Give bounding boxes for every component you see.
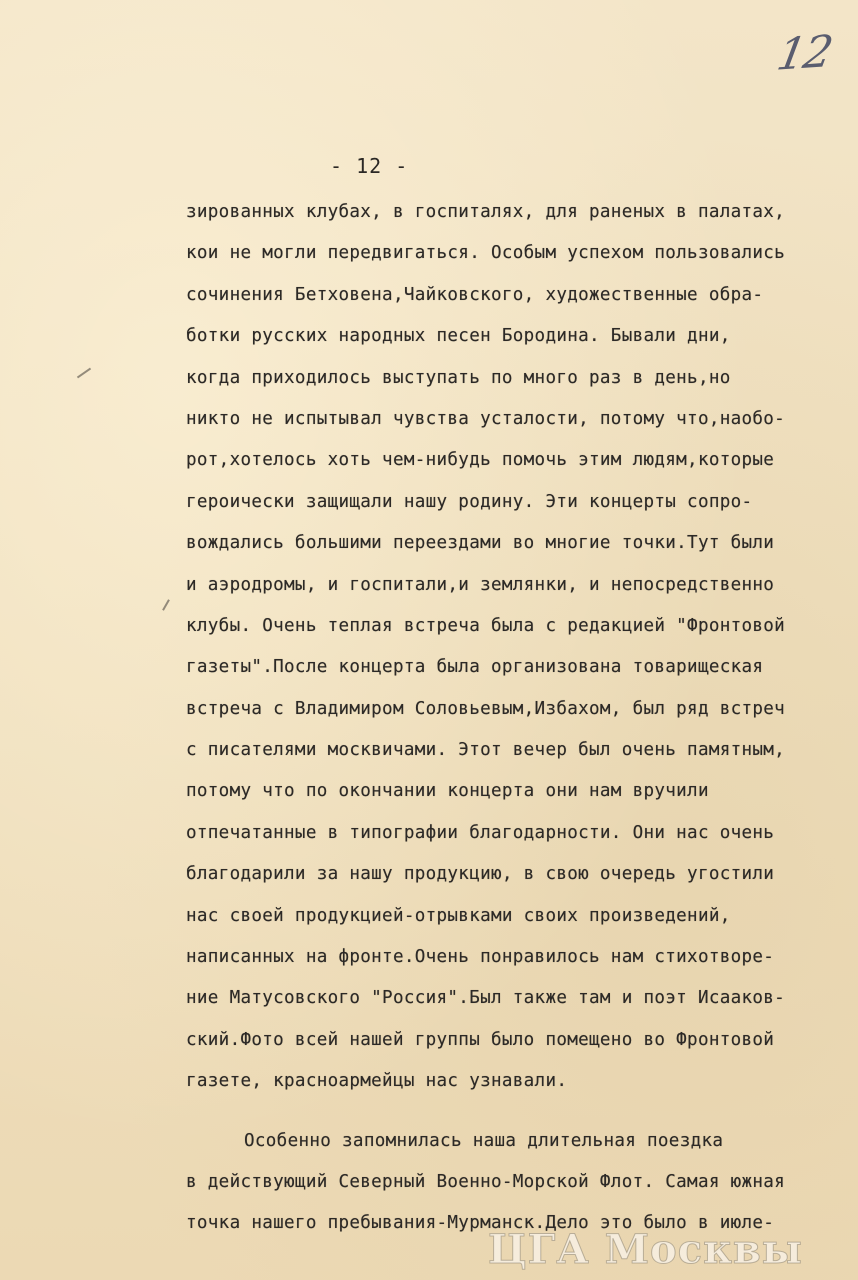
text-line: встреча с Владимиром Соловьевым,Избахом, был ряд встреч <box>186 698 786 719</box>
text-line: героически защищали нашу родину. Эти концерты сопро- <box>186 491 753 512</box>
text-line: написанных на фронте.Очень понравилось нам стихотворе- <box>186 947 775 968</box>
text-line: потому что по окончании концерта они нам вручили <box>186 781 709 802</box>
text-line: когда приходилось выступать по много раз в день,но <box>186 367 731 388</box>
archive-watermark: ЦГА Москвы <box>488 1226 803 1273</box>
text-line: ние Матусовского "Россия".Был также там и поэт Исааков- <box>186 988 786 1009</box>
text-line: благодарили за нашу продукцию, в свою очередь угостили <box>186 864 775 885</box>
margin-mark <box>162 599 170 610</box>
paragraph-gap <box>186 1103 846 1121</box>
text-line: никто не испытывал чувства усталости, потому что,наобо- <box>186 408 786 429</box>
text-line: нас своей продукцией-отрывками своих произведений, <box>186 905 731 926</box>
text-line: Особенно запомнилась наша длительная поездка <box>244 1130 724 1151</box>
handwritten-page-number: 12 <box>773 26 835 81</box>
text-line: с писателями москвичами. Этот вечер был очень памятным, <box>186 740 786 761</box>
text-line: отпечатанные в типографии благодарности. Они нас очень <box>186 822 775 843</box>
text-line: кои не могли передвигаться. Особым успехом пользовались <box>186 243 786 264</box>
text-line: газете, красноармейцы нас узнавали. <box>186 1071 568 1092</box>
margin-mark <box>77 368 91 379</box>
text-line: вождались большими переездами во многие точки.Тут были <box>186 533 775 554</box>
text-line: зированных клубах, в госпиталях, для раненых в палатах, <box>186 202 786 222</box>
text-line: сочинения Бетховена,Чайковского, художественные обра- <box>186 284 764 305</box>
text-line: клубы. Очень теплая встреча была с редакцией "Фронтовой <box>186 615 786 636</box>
text-line: газеты".После концерта была организована товарищеская <box>186 657 764 678</box>
text-line: точка нашего пребывания-Мурманск.Дело это было в июле- <box>186 1213 775 1234</box>
text-line: и аэродромы, и госпитали,и землянки, и непосредственно <box>186 574 775 595</box>
text-line: рот,хотелось хоть чем-нибудь помочь этим людям,которые <box>186 450 775 471</box>
typed-text-body <box>186 192 846 1245</box>
page-number: - 12 - <box>330 154 409 178</box>
text-line: в действующий Северный Военно-Морской Флот. Самая южная <box>186 1171 786 1192</box>
text-line: ботки русских народных песен Бородина. Бывали дни, <box>186 326 731 347</box>
text-line: ский.Фото всей нашей группы было помещено во Фронтовой <box>186 1029 775 1050</box>
